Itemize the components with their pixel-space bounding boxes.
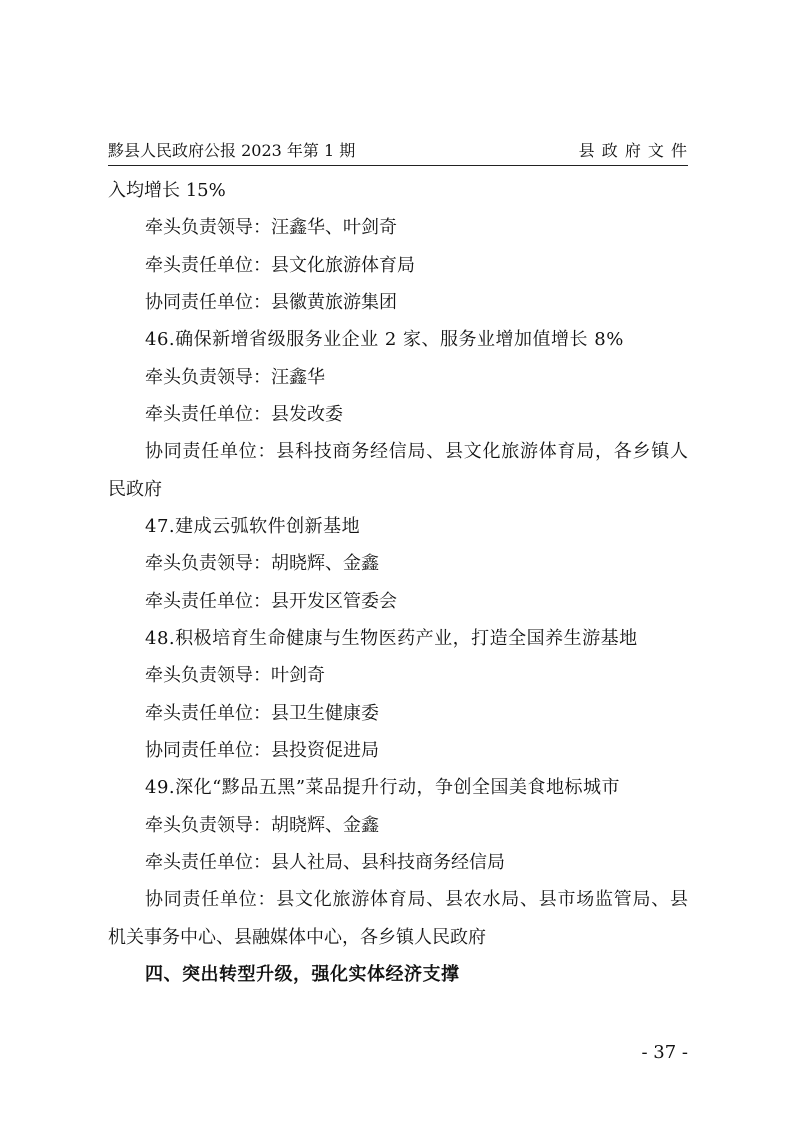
cooperating-unit-line: 协同责任单位：县科技商务经信局、县文化旅游体育局，各乡镇人 <box>145 441 688 463</box>
lead-leader-line: 牵头负责领导：胡晓辉、金鑫 <box>145 814 379 836</box>
paragraph-continuation: 民政府 <box>108 478 162 500</box>
item-title-46: 46.确保新增省级服务业企业 2 家、服务业增加值增长 8% <box>145 329 624 351</box>
lead-unit-line: 牵头责任单位：县卫生健康委 <box>145 702 379 724</box>
item-title-49: 49.深化“黟品五黑”菜品提升行动，争创全国美食地标城市 <box>145 777 621 799</box>
lead-leader-line: 牵头负责领导：汪鑫华 <box>145 366 325 388</box>
cooperating-unit-line: 协同责任单位：县文化旅游体育局、县农水局、县市场监管局、县 <box>145 889 688 911</box>
item-title-47: 47.建成云弧软件创新基地 <box>145 515 361 537</box>
item-title-48: 48.积极培育生命健康与生物医药产业，打造全国养生游基地 <box>145 627 638 649</box>
cooperating-unit-line: 协同责任单位：县投资促进局 <box>145 739 379 761</box>
paragraph-continuation: 机关事务中心、县融媒体中心，各乡镇人民政府 <box>108 926 486 948</box>
lead-leader-line: 牵头负责领导：叶剑奇 <box>145 665 325 687</box>
lead-unit-line: 牵头责任单位：县发改委 <box>145 403 343 425</box>
document-body <box>108 172 688 993</box>
page-header <box>108 139 688 166</box>
lead-unit-line: 牵头责任单位：县人社局、县科技商务经信局 <box>145 851 505 873</box>
section-heading: 四、突出转型升级，强化实体经济支撑 <box>145 963 460 985</box>
bulletin-title: 黟县人民政府公报 2023 年第 1 期 <box>108 141 356 160</box>
lead-unit-line: 牵头责任单位：县开发区管委会 <box>145 590 397 612</box>
lead-unit-line: 牵头责任单位：县文化旅游体育局 <box>145 254 415 276</box>
lead-leader-line: 牵头负责领导：汪鑫华、叶剑奇 <box>145 217 397 239</box>
page-number: - 37 - <box>641 1042 688 1063</box>
paragraph-line: 入均增长 15% <box>108 180 226 201</box>
section-label: 县 政 府 文 件 <box>578 141 688 160</box>
lead-leader-line: 牵头负责领导：胡晓辉、金鑫 <box>145 553 379 575</box>
cooperating-unit-line: 协同责任单位：县徽黄旅游集团 <box>145 291 397 313</box>
